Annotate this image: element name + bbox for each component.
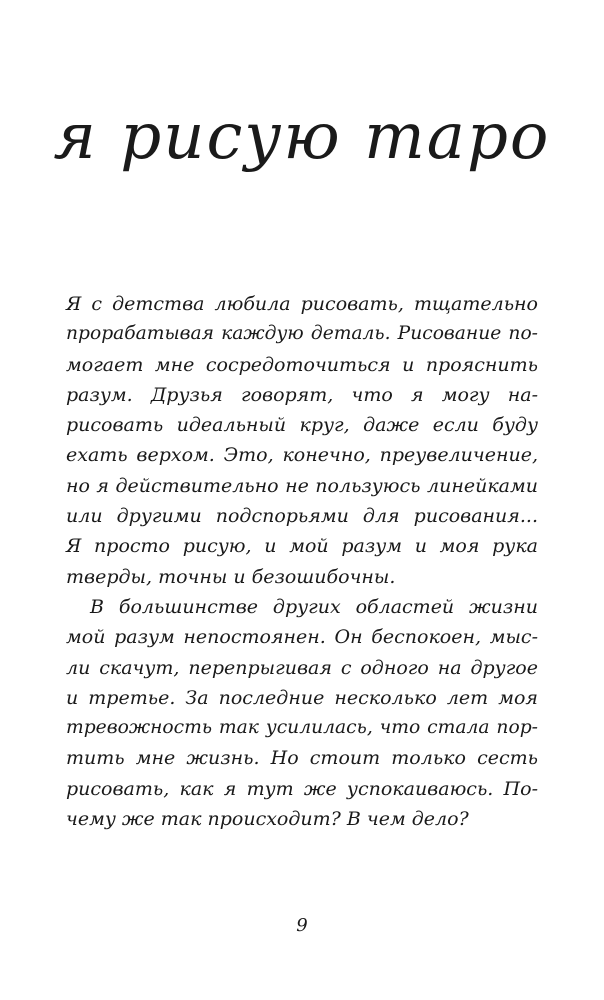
text-line: ехать верхом. Это, конечно, преувеличение,	[66, 444, 538, 467]
text-line: мой разум непостоянен. Он беспокоен, мыс-	[66, 626, 538, 649]
text-line: тревожность так усилилась, что стала пор-	[66, 717, 538, 739]
text-line: тверды, точны и безошибочны.	[66, 565, 396, 588]
chapter-title: я рисую таро	[53, 100, 551, 174]
page-number: 9	[296, 915, 308, 936]
text-line: В большинстве других областей жизни	[90, 595, 538, 618]
text-line: Я просто рисую, и мой разум и моя рука	[66, 535, 538, 558]
text-line: или другими подспорьями для рисования...	[66, 505, 538, 528]
text-line: рисовать, как я тут же успокаиваюсь. По-	[66, 777, 538, 800]
body-text	[66, 289, 538, 834]
paragraph-2	[66, 592, 538, 834]
text-line: и третье. За последние несколько лет моя	[66, 686, 538, 709]
text-line: Я с детства любила рисовать, тщательно	[66, 293, 538, 315]
text-line: рисовать идеальный круг, даже если буду	[66, 414, 538, 437]
text-line: ли скачут, перепрыгивая с одного на другое	[66, 656, 538, 679]
text-line: тить мне жизнь. Но стоит только сесть	[66, 747, 538, 770]
text-line: чему же так происходит? В чем дело?	[66, 808, 469, 831]
text-line: но я действительно не пользуюсь линейками	[66, 474, 538, 497]
paragraph-1	[66, 289, 538, 592]
text-line: могает мне сосредоточиться и прояснить	[66, 353, 538, 376]
text-line: разум. Друзья говорят, что я могу на-	[66, 383, 538, 406]
text-line: прорабатывая каждую деталь. Рисование по-	[66, 323, 538, 345]
